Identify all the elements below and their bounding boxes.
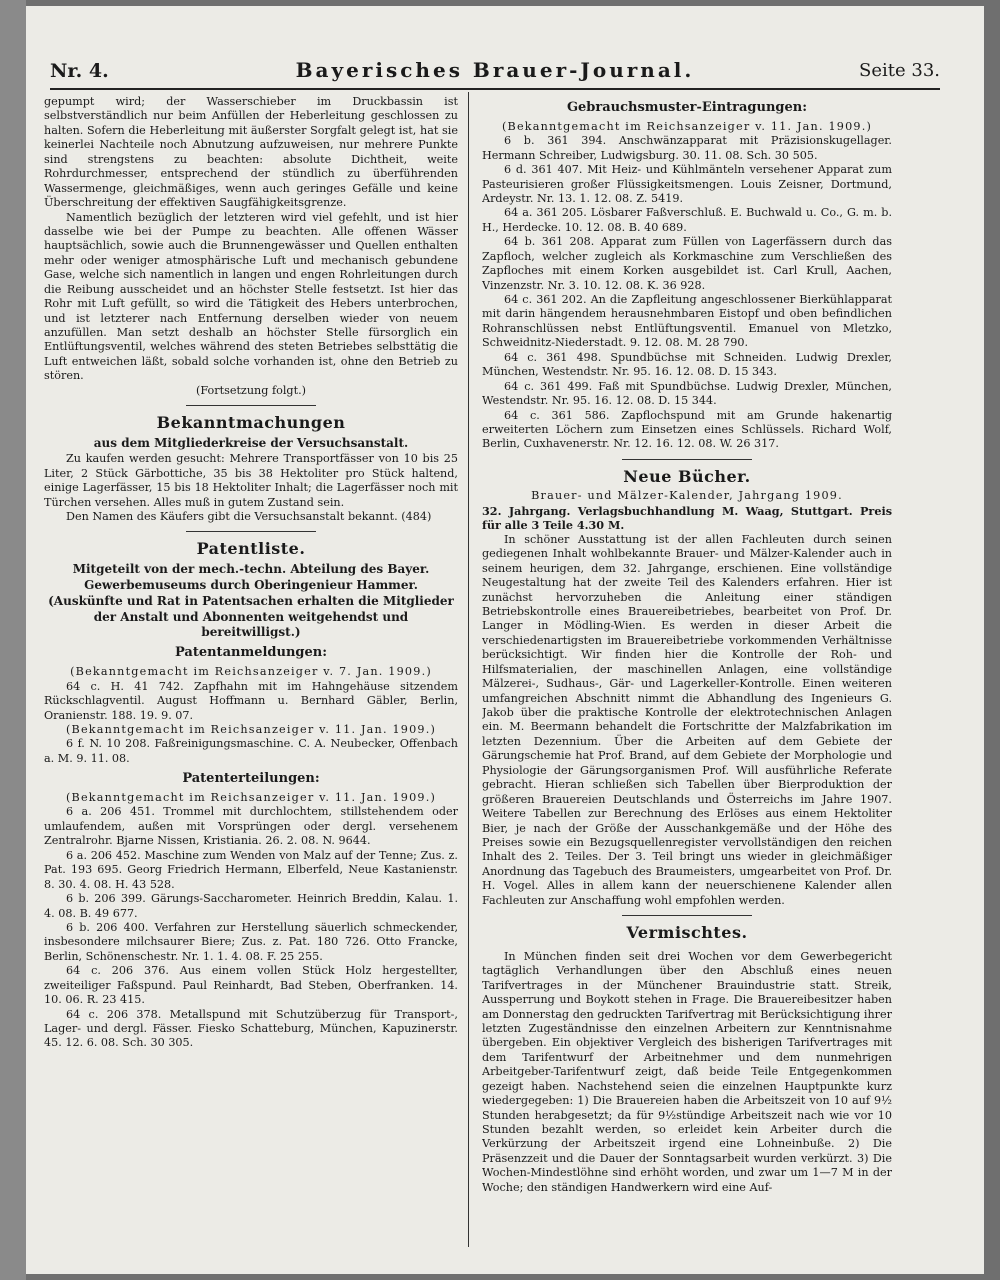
- patent-entry: 6 f. N. 10 208. Faßreinigungsmaschine. C. A. Neubecker, Offenbach a. M. 9. 11. 08.: [44, 737, 458, 765]
- miscellaneous-text: In München finden seit drei Wochen vor dem Gewerbegericht tagtäglich Verhandlungen über den Abschluß eines neuen Tarifvertrages in der Münchener Brauindustrie statt. Streik, Aussperrung und Boykott stehen in Frage. Die Brauereibesitzer haben am Donnerstag den gedruckten Tarifvertrag mit Berücksichtigung ihrer letzten Zugeständnisse den einzelnen Arbeitern zur Kenntnisnahme übergeben. Ein objektiver Vergleich des bisherigen Tarifvertrages mit dem Tarifentwurf der Arbeitnehmer und dem nunmehrigen Arbeitgeber-Tarifentwurf zeigt, daß beide Teile Entgegenkommen gezeigt haben. Nachstehend seien die einzelnen Hauptpunkte kurz wiedergegeben: 1) Die Brauereien haben die Arbeitszeit von 10 auf 9½ Stunden herabgesetzt; da für 9½stündige Arbeitszeit nach wie vor 10 Stunden bezahlt werden, so erleidet kein Arbeiter durch die Verkürzung der Arbeitszeit irgend eine Lohneinbuße. 2) Die Präsenzzeit und die Dauer der Sonntagsarbeit wurden verkürzt. 3) Die Wochen-Mindestlöhne sind erhöht worden, und zwar um 1—7 M in der Woche; den ständigen Handwerkern wird eine Auf-: [482, 949, 892, 1194]
- right-column: [482, 95, 892, 1250]
- utility-model-entry: 6 b. 361 394. Anschwänzapparat mit Präzisionskugellager. Hermann Schreiber, Ludwigsburg. 30. 11. 08. Sch. 30 505.: [482, 134, 892, 162]
- patent-entry: 6 a. 206 452. Maschine zum Wenden von Malz auf der Tenne; Zus. z. Pat. 193 695. Georg Friedrich Hermann, Elberfeld, Neue Kastanienstr. 8. 30. 4. 08. H. 43 528.: [44, 848, 458, 891]
- publication-source: (Bekanntgemacht im Reichsanzeiger v. 11. Jan. 1909.): [65, 722, 437, 736]
- patent-grants-heading: Patenterteilungen:: [182, 771, 320, 787]
- section-rule: [622, 459, 752, 460]
- book-reference-details: 32. Jahrgang. Verlagsbuchhandlung M. Waag, Stuttgart. Preis für alle 3 Teile 4.30 M.: [482, 503, 892, 533]
- patent-entry: 6 b. 206 399. Gärungs-Saccharometer. Heinrich Breddin, Kalau. 1. 4. 08. B. 49 677.: [44, 892, 458, 920]
- patent-applications-heading: Patentanmeldungen:: [174, 645, 328, 661]
- column-divider: [468, 92, 469, 1247]
- patent-list-source: Mitgeteilt von der mech.-techn. Abteilung des Bayer. Gewerbemuseums durch Oberingenieur Hammer.: [72, 562, 430, 592]
- page-number: Seite 33.: [859, 60, 940, 81]
- publication-source: (Bekanntgemacht im Reichsanzeiger v. 11. Jan. 1909.): [501, 119, 873, 133]
- book-reference: Brauer- und Mälzer-Kalender, Jahrgang 1909.: [531, 489, 843, 503]
- patent-entry: 6 b. 206 400. Verfahren zur Herstellung säuerlich schmeckender, insbesondere milchsaurer Biere; Zus. z. Pat. 180 726. Otto Francke, Berlin, Schönenschestr. Nr. 1. 1. 4. 08. F. 25 255.: [44, 920, 458, 963]
- section-rule: [186, 531, 316, 532]
- miscellaneous-heading: Vermischtes.: [626, 923, 748, 943]
- page-header: [50, 58, 940, 90]
- new-books-heading: Neue Bücher.: [623, 466, 751, 486]
- article-paragraph: Namentlich bezüglich der letzteren wird viel gefehlt, und ist hier dasselbe wie bei der Pumpe zu beachten. Alle offenen Wässer hauptsächlich, sowie auch die Brunnengewässer und Quellen enthalten mehr oder weniger atmosphärische Luft und mechanisch gebundene Gase, welche sich namentlich in langen und engen Rohrleitungen durch die Reibung ausscheidet und an höchster Stelle festsetzt. Ist hier das Rohr mit Luft gefüllt, so wird die Tätigkeit des Hebers unterbrochen, und ist letzterer nach Entfernung derselben wieder von neuem anzufüllen. Man setzt deshalb an höchster Stelle fürsorglich ein Entlüftungsventil, welches während des steten Betriebes selbsttätig die Luft entweichen läßt, sobald solche vorhanden ist, ohne den Betrieb zu stören.: [44, 210, 458, 383]
- notice-text: Zu kaufen werden gesucht: Mehrere Transportfässer von 10 bis 25 Liter, 2 Stück Gärbottiche, 35 bis 38 Hektoliter pro Stück haltend, einige Lagerfässer, 15 bis 18 Hektoliter Inhalt; die Lagerfässer noch mit Türchen versehen. Alles muß in gutem Zustand sein.: [44, 452, 458, 509]
- patent-list-note: (Auskünfte und Rat in Patentsachen erhalten die Mitglieder der Anstalt und Abonnenten weitgehendst und bereitwilligst.): [48, 594, 454, 639]
- publication-source: (Bekanntgemacht im Reichsanzeiger v. 7. Jan. 1909.): [70, 665, 432, 679]
- section-rule: [622, 915, 752, 916]
- utility-model-entry: 64 a. 361 205. Lösbarer Faßverschluß. E. Buchwald u. Co., G. m. b. H., Herdecke. 10. 12. 08. B. 40 689.: [482, 206, 892, 234]
- patent-entry: 6 a. 206 451. Trommel mit durchlochtem, stillstehendem oder umlaufendem, außen mit Vorsprüngen oder dergl. versehenem Zentralrohr. Bjarne Nissen, Kristiania. 26. 2. 08. N. 9644.: [44, 805, 458, 848]
- patent-entry: 64 c. 206 378. Metallspund mit Schutzüberzug für Transport-, Lager- und dergl. Fässer. Fiesko Schatteburg, München, Kapuzinerstr. 45. 12. 6. 08. Sch. 30 305.: [44, 1007, 458, 1050]
- utility-models-heading: Gebrauchsmuster-Eintragungen:: [566, 100, 808, 115]
- patent-entry: 64 c. 206 376. Aus einem vollen Stück Holz hergestellter, zweiteiliger Faßspund. Paul Reinhardt, Bad Steben, Oberfranken. 14. 10. 06. R. 23 415.: [44, 964, 458, 1007]
- page-binding-edge: [0, 0, 26, 1280]
- notices-heading: Bekanntmachungen: [156, 413, 346, 433]
- publication-source: (Bekanntgemacht im Reichsanzeiger v. 11. Jan. 1909.): [65, 791, 437, 805]
- patent-entry: 64 c. H. 41 742. Zapfhahn mit im Hahngehäuse sitzendem Rückschlagventil. August Hoffmann u. Bernhard Gäbler, Berlin, Oranienstr. 188. 19. 9. 07.: [44, 679, 458, 722]
- utility-model-entry: 64 b. 361 208. Apparat zum Füllen von Lagerfässern durch das Zapfloch, welcher zugleich als Korkmaschine zum Verschließen des Zapfloches mit einem Korken ausgebildet ist. Carl Krull, Aachen, Vinzenzstr. Nr. 3. 10. 12. 08. K. 36 928.: [482, 235, 892, 292]
- utility-model-entry: 64 c. 361 498. Spundbüchse mit Schneiden. Ludwig Drexler, München, Westendstr. Nr. 95. 16. 12. 08. D. 15 343.: [482, 350, 892, 379]
- continuation-note: (Fortsetzung folgt.): [195, 383, 306, 397]
- utility-model-entry: 64 c. 361 499. Faß mit Spundbüchse. Ludwig Drexler, München, Westendstr. Nr. 95. 16. 12. 08. D. 15 344.: [482, 379, 892, 408]
- section-rule: [186, 405, 316, 406]
- notice-text: Den Namen des Käufers gibt die Versuchsanstalt bekannt. (484): [66, 510, 432, 524]
- issue-number: Nr. 4.: [50, 60, 109, 82]
- notices-subheading: aus dem Mitgliederkreise der Versuchsanstalt.: [93, 435, 409, 450]
- patent-list-heading: Patentliste.: [196, 539, 306, 559]
- journal-title: Bayerisches Brauer-Journal.: [295, 58, 695, 82]
- book-review-text: In schöner Ausstattung ist der allen Fachleuten durch seinen gediegenen Inhalt wohlbekannte Brauer- und Mälzer-Kalender auch in seinem heurigen, dem 32. Jahrgange, erschienen. Eine vollständige Neugestaltung hat der zweite Teil des Kalenders erfahren. Hier ist zunächst hervorzuheben die Anleitung einer ständigen Betriebskontrolle eines Brauereibetriebes, bearbeitet von Prof. Dr. Langer in Mödling-Wien. Es werden in dieser Arbeit die verschiedenartigsten im Brauereibetriebe vorkommenden Verhältnisse berücksichtigt. Wir finden hier die Kontrolle der Roh- und Hilfsmaterialien, der maschinellen Anlagen, eine vollständige Mälzerei-, Sudhaus-, Gär- und Lagerkeller-Kontrolle. Einen weiteren umfangreichen Abschnitt nimmt die Abhandlung des Ingenieurs G. Jakob über die praktische Kontrolle der elektrotechnischen Anlagen ein. M. Beermann behandelt die Fortschritte der Malzfabrikation im letzten Dezennium. Über die Arbeiten auf dem Gebiete der Gärungschemie hat Prof. Brand, auf dem Gebiete der Morphologie und Physiologie der Gärungsorganismen Prof. Will ausführliche Referate gebracht. Hieran schließen sich Tabellen über Bierproduktion der größeren Brauereien Deutschlands und Österreichs im Jahre 1907. Weitere Tabellen zur Berechnung des Erlöses aus einem Hektoliter Bier, je nach der Größe der Ausschankgemäße und der Höhe des Preises sowie ein Bezugsquellenregister vervollständigen den reichen Inhalt des 2. Teiles. Der 3. Teil bringt uns wieder in gleichmäßiger Anordnung das Tagebuch des Braumeisters, umgearbeitet von Prof. Dr. H. Vogel. Alles in allem kann der neuerschienene Kalender allen Fachleuten zur Anschaffung wohl empfohlen werden.: [482, 532, 892, 907]
- utility-model-entry: 64 c. 361 586. Zapflochspund mit am Grunde hakenartig erweiterten Löchern zum Einsetzen eines Schlüssels. Richard Wolf, Berlin, Cuxhavenerstr. Nr. 12. 16. 12. 08. W. 26 317.: [482, 408, 892, 451]
- utility-model-entry: 6 d. 361 407. Mit Heiz- und Kühlmänteln versehener Apparat zum Pasteurisieren großer Flüssigkeitsmengen. Louis Zeisner, Dortmund, Ardeystr. Nr. 13. 1. 12. 08. Z. 5419.: [482, 163, 892, 205]
- utility-model-entry: 64 c. 361 202. An die Zapfleitung angeschlossener Bierkühlapparat mit darin hängendem herausnehmbaren Eistopf und oben befindlichen Rohranschlüssen nebst Entlüftungsventil. Emanuel von Mletzko, Schweidnitz-Niederstadt. 9. 12. 08. M. 28 790.: [482, 293, 892, 350]
- article-paragraph: gepumpt wird; der Wasserschieber im Druckbassin ist selbstverständlich nur beim Anfüllen der Heberleitung geschlossen zu halten. Sofern die Heberleitung mit äußerster Sorgfalt gelegt ist, hat sie keinerlei Nachteile noch Abnutzung aufzuweisen, nur mehrere Punkte sind strengstens zu beachten: absolute Dichtheit, weite Rohrdurchmesser, entsprechend der stündlich zu überführenden Wassermenge, gleichmäßiges, wenn auch geringes Gefälle und keine Überschreitung der effektiven Saugfähigkeitsgrenze.: [44, 95, 458, 210]
- left-column: [44, 95, 458, 1250]
